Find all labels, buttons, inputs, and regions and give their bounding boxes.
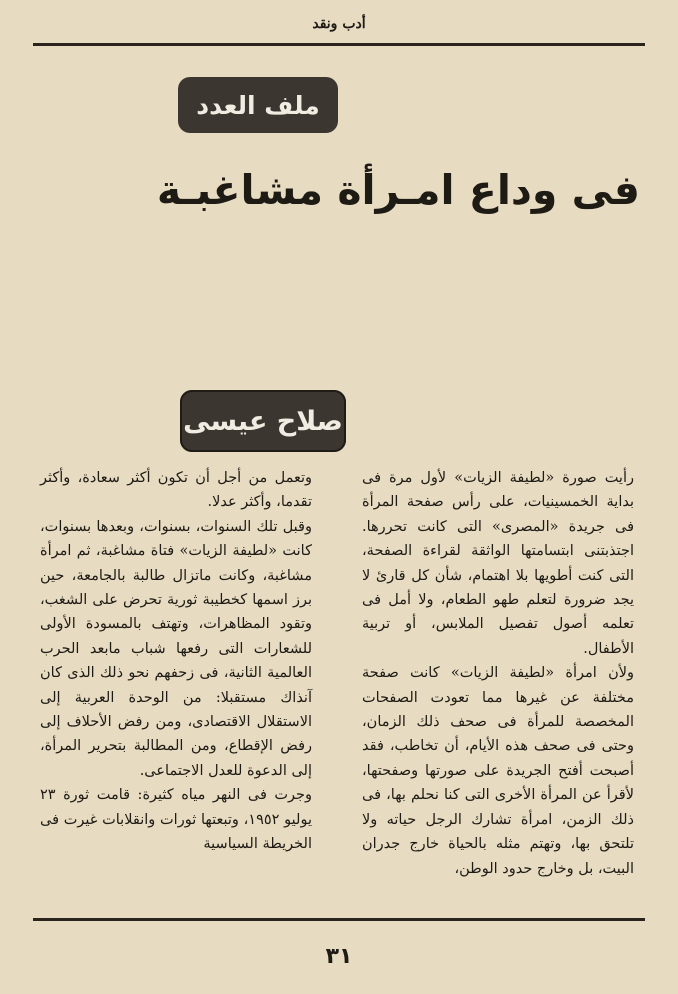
text-column-left	[40, 466, 312, 857]
article-title: فى وداع امـرأة مشاغبـة	[156, 166, 640, 214]
paragraph: وجرت فى النهر مياه كثيرة: قامت ثورة ٢٣ يوليو ١٩٥٢، وتبعتها ثورات وانقلابات غيرت فى الخريطة السياسية	[40, 787, 312, 853]
page-number: ٣١	[325, 944, 353, 969]
author-badge: صلاح عيسى	[180, 390, 346, 452]
paragraph: ولأن امرأة «لطيفة الزيات» كانت صفحة مختلفة عن غيرها مما تعودت الصفحات المخصصة للمرأة فى صحف ذلك الزمان، وحتى فى صحف هذه الأيام، أن تخاطب، فقد أصبحت أفتح الجريدة على صورتها وصفحتها، لأقرأ عن المرأة الأخرى التى كنا نحلم بها، فى ذلك الزمن، امرأة تشارك الرجل حياته ولا تلتحق بها، وتهتم مثله بالحياة خارج جدران البيت، بل وخارج حدود الوطن،	[362, 665, 634, 877]
running-head: أدب ونقد	[312, 16, 366, 32]
bottom-rule	[33, 918, 645, 921]
top-rule	[33, 43, 645, 46]
paragraph: وقبل تلك السنوات، بسنوات، وبعدها بسنوات، كانت «لطيفة الزيات» فتاة مشاغبة، ثم امرأة مشاغبة، وكانت ماتزال طالبة بالجامعة، حين برز اسمها كخطيبة ثورية تحرض على الشغب، وتقود المظاهرات، وتهتف بالمسودة الأولى للشعارات التى رفعها شباب مابعد الحرب العالمية الثانية، فى زحفهم نحو ذلك الذى كان آنذاك مستقبلا: من الوحدة العربية إلى الاستقلال الاقتصادى، ومن رفض الأحلاف إلى رفض الإقطاع، ومن المطالبة بتحرير المرأة، إلى الدعوة للعدل الاجتماعى.	[40, 518, 312, 779]
paragraph: رأيت صورة «لطيفة الزيات» لأول مرة فى بداية الخمسينيات، على رأس صفحة المرأة فى جريدة «المصرى» التى كانت تحررها. اجتذبتنى ابتسامتها الواثقة لقراءة الصفحة، التى كنت أطويها بلا اهتمام، شأن كل قارئ لا يجد ضرورة لتعلم طهو الطعام، ولا أمل فى تعلمه أصول تفصيل الملابس، أو تربية الأطفال.	[362, 470, 634, 657]
text-column-right	[362, 466, 634, 881]
section-badge: ملف العدد	[178, 77, 338, 133]
paragraph: وتعمل من أجل أن تكون أكثر سعادة، وأكثر تقدما، وأكثر عدلا.	[40, 470, 312, 511]
